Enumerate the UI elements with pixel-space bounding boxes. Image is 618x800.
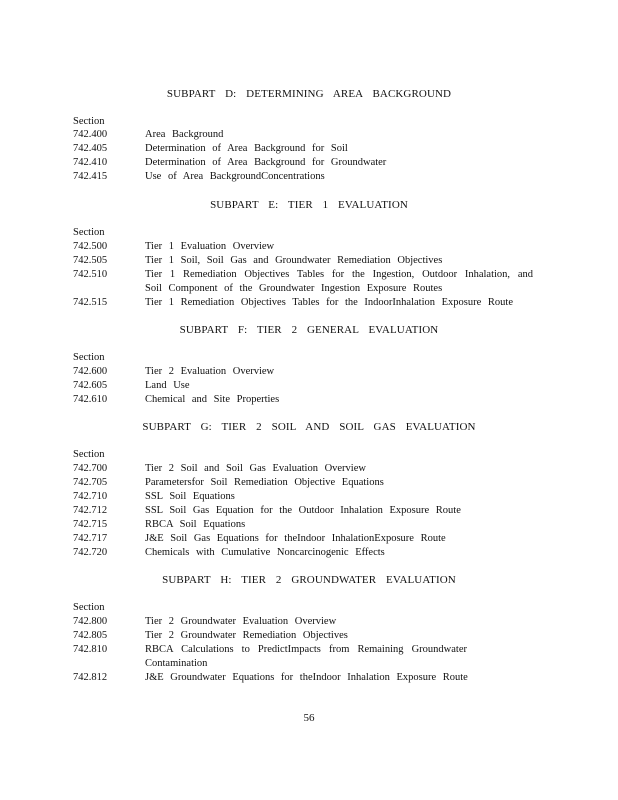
section-title: SSL Soil Gas Equation for the Outdoor Inhalation Exposure Route	[145, 505, 461, 516]
section-title: SSL Soil Equations	[145, 491, 235, 502]
section-number: 742.810	[73, 644, 108, 655]
section-number: 742.605	[73, 380, 108, 391]
subpart-f-heading: SUBPART F: TIER 2 GENERAL EVALUATION	[179, 324, 439, 336]
section-number: 742.805	[73, 630, 108, 641]
section-number: 742.715	[73, 519, 108, 530]
section-number: 742.515	[73, 297, 108, 308]
section-title: Determination of Area Background for Soil	[145, 143, 348, 154]
section-number: 742.410	[73, 157, 108, 168]
page-number: 56	[303, 712, 315, 724]
section-title: RBCA Calculations to PredictImpacts from Remaining Groundwater Contamination	[145, 644, 467, 669]
section-number: 742.510	[73, 269, 108, 280]
section-title: Tier 1 Evaluation Overview	[145, 241, 275, 252]
section-title: Chemical and Site Properties	[145, 394, 280, 405]
section-label: Section	[73, 116, 105, 127]
section-label: Section	[73, 352, 105, 363]
section-label: Section	[73, 602, 105, 613]
section-number: 742.400	[73, 129, 108, 140]
section-number: 742.700	[73, 463, 108, 474]
section-number: 742.505	[73, 255, 108, 266]
subpart-g-heading: SUBPART G: TIER 2 SOIL AND SOIL GAS EVALUATION	[142, 421, 476, 433]
section-title: Land Use	[145, 380, 190, 391]
section-label: Section	[73, 227, 105, 238]
section-title: Tier 1 Soil, Soil Gas and Groundwater Remediation Objectives	[145, 255, 443, 266]
section-title: Tier 2 Groundwater Remediation Objectives	[145, 630, 348, 641]
section-number: 742.405	[73, 143, 108, 154]
section-number: 742.415	[73, 171, 108, 182]
section-title: Parametersfor Soil Remediation Objective Equations	[145, 477, 384, 488]
section-number: 742.812	[73, 672, 108, 683]
subpart-d-heading: SUBPART D: DETERMINING AREA BACKGROUND	[166, 88, 452, 100]
section-title: J&E Soil Gas Equations for theIndoor InhalationExposure Route	[145, 533, 446, 544]
subpart-e-heading: SUBPART E: TIER 1 EVALUATION	[210, 199, 408, 211]
section-title: RBCA Soil Equations	[145, 519, 246, 530]
section-label: Section	[73, 449, 105, 460]
section-title: Use of Area BackgroundConcentrations	[145, 171, 325, 182]
section-title: Tier 2 Groundwater Evaluation Overview	[145, 616, 337, 627]
section-title: J&E Groundwater Equations for theIndoor Inhalation Exposure Route	[145, 672, 468, 683]
section-number: 742.500	[73, 241, 108, 252]
section-number: 742.720	[73, 547, 108, 558]
section-title: Tier 1 Remediation Objectives Tables for the Ingestion, Outdoor Inhalation, and Soil Component of the Groundwater Ingestion Exposure Routes	[145, 269, 533, 294]
section-title: Tier 1 Remediation Objectives Tables for the IndoorInhalation Exposure Route	[145, 297, 513, 308]
section-number: 742.800	[73, 616, 108, 627]
section-number: 742.710	[73, 491, 108, 502]
section-number: 742.717	[73, 533, 108, 544]
section-title: Chemicals with Cumulative Noncarcinogenic Effects	[145, 547, 385, 558]
section-title: Area Background	[145, 129, 224, 140]
section-number: 742.610	[73, 394, 108, 405]
section-title: Tier 2 Evaluation Overview	[145, 366, 275, 377]
subpart-h-heading: SUBPART H: TIER 2 GROUNDWATER EVALUATION	[162, 574, 456, 586]
section-number: 742.600	[73, 366, 108, 377]
section-title: Determination of Area Background for Groundwater	[145, 157, 387, 168]
section-number: 742.705	[73, 477, 108, 488]
section-title: Tier 2 Soil and Soil Gas Evaluation Overview	[145, 463, 366, 474]
section-number: 742.712	[73, 505, 108, 516]
